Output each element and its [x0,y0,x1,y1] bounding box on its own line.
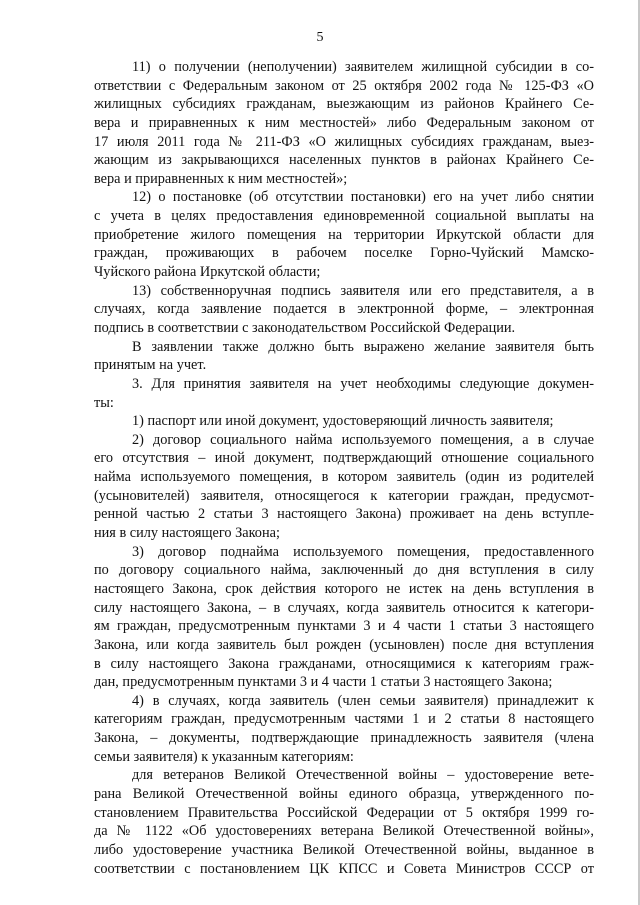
text-line: рана Великой Отечественной войны единого образца, утвержденного по- [94,785,594,802]
text-line: Закона, или когда заявитель был рожден (усыновлен) после дня вступления [94,636,594,653]
text-line: 4) в случаях, когда заявитель (член семьи заявителя) принадлежит к [132,692,594,709]
text-line: вера и приравненных к ним местностей»; [94,170,348,187]
text-line: В заявлении также должно быть выражено желание заявителя быть [132,338,594,355]
text-line: силу настоящего Закона, – в случаях, когда заявитель относится к категори- [94,599,594,616]
text-line: Закона, – документы, подтверждающие принадлежность заявителя (члена [94,730,594,747]
text-line: Чуйского района Иркутской области; [94,264,321,281]
text-line: да № 1122 «Об удостоверениях ветерана Великой Отечественной войны», [94,823,594,840]
text-line: 3. Для принятия заявителя на учет необходимы следующие докумен- [132,375,594,392]
text-line: ям граждан, предусмотренным пунктами 3 и 4 части 1 статьи 3 настоящего [94,618,594,635]
text-line: 1) паспорт или иной документ, удостоверяющий личность заявителя; [132,413,554,430]
text-line: (усыновителей) заявителя, относящегося к категории граждан, предусмот- [94,487,594,504]
text-line: 11) о получении (неполучении) заявителем жилищной субсидии в со- [132,59,594,75]
text-line: случаях, когда заявление подается в электронной форме, – электронная [94,301,594,318]
text-line: ренной частью 2 статьи 3 настоящего Закона) проживает на день вступле- [94,506,594,523]
text-line: становлением Правительства Российской Федерации от 5 октября 1999 го- [94,804,594,821]
text-line: подпись в соответствии с законодательством Российской Федерации. [94,319,516,336]
text-line: 13) собственноручная подпись заявителя или его представителя, а в [132,282,594,299]
text-line: ты: [94,394,114,411]
text-line: принятым на учет. [94,357,207,374]
text-line: жилищных субсидиях гражданам, выезжающим из районов Крайнего Се- [94,96,594,113]
text-line: либо удостоверение участника Великой Отечественной войны, выданное в [94,841,594,858]
text-line: настоящего Закона, срок действия которого не истек на день вступления в [94,580,594,597]
text-line: граждан, проживающих в рабочем поселке Горно-Чуйский Мамско- [94,245,594,262]
text-line: по договору социального найма, заключенный до дня вступления в силу [94,562,594,579]
text-line: дан, предусмотренным пунктами 3 и 4 части 1 статьи 3 настоящего Закона; [94,674,553,691]
text-line: найма используемого помещения, в котором заявитель (один из родителей [94,469,594,486]
document-body [94,58,594,878]
text-line: 2) договор социального найма используемого помещения, а в случае [132,431,594,448]
text-line: 12) о постановке (об отсутствии постановки) его на учет либо снятии [132,189,594,206]
text-line: с учета в целях предоставления единовременной социальной выплаты на [94,208,594,225]
text-line: вера и приравненных к ним местностей» либо Федеральным законом от [94,114,594,131]
text-line: 3) договор поднайма используемого помещения, предоставленного [132,543,594,560]
text-line: семьи заявителя) к указанным категориям: [94,748,354,765]
text-line: 17 июля 2011 года № 211-ФЗ «О жилищных субсидиях гражданам, выез- [94,133,594,150]
text-line: в силу настоящего Закона гражданами, относящимися к категориям граж- [94,655,594,672]
page-number: 5 [316,30,324,45]
text-line: ния в силу настоящего Закона; [94,525,280,542]
text-line: для ветеранов Великой Отечественной войны – удостоверение вете- [132,767,594,784]
text-line: ответствии с Федеральным законом от 25 октября 2002 года № 125-ФЗ «О [94,77,594,94]
text-line: приобретение жилого помещения на территории Иркутской области для [94,226,594,243]
text-line: соответствии с постановлением ЦК КПСС и Совета Министров СССР от [94,860,594,877]
text-line: жающим из закрывающихся населенных пунктов в районах Крайнего Се- [94,152,594,169]
text-line: его отсутствия – иной документ, подтверждающий отношение социального [94,450,594,467]
text-line: категориям граждан, предусмотренным частями 1 и 2 статьи 8 настоящего [94,711,594,728]
